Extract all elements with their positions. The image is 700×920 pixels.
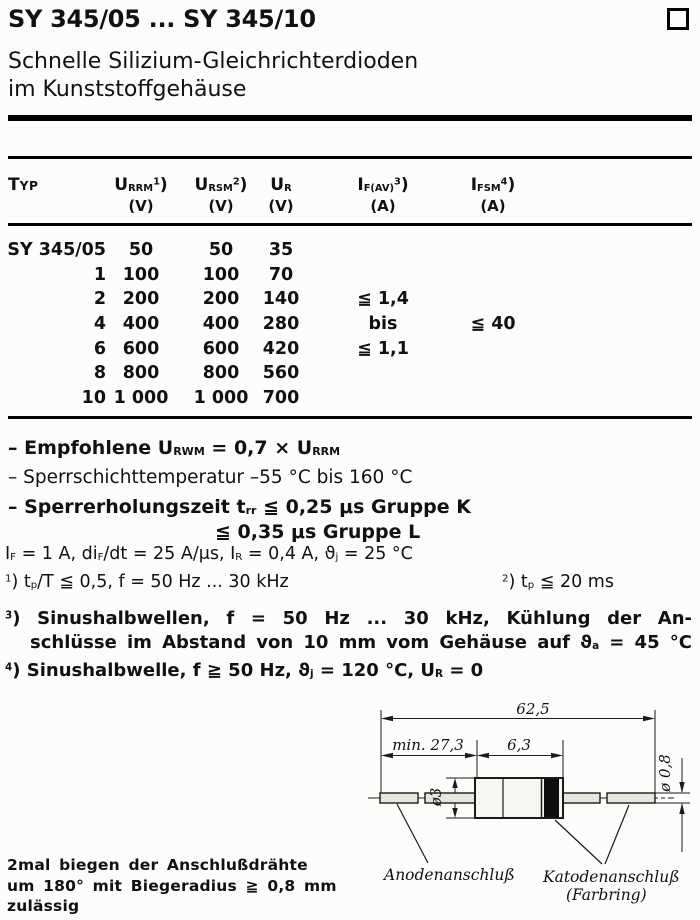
- ursm-value: 800: [202, 363, 240, 384]
- typ-value: 4: [93, 314, 106, 335]
- footnote-2: $^2$) tp ≦ 20 ms: [502, 572, 614, 592]
- table-row: [0, 263, 700, 288]
- footnote-4: $^4$) Sinushalbwelle, f ≧ 50 Hz, ϑj = 120 °C, UR = 0: [5, 660, 484, 681]
- ur-value: 140: [262, 289, 300, 310]
- cathode-leader-line: [555, 820, 602, 864]
- typ-value: 1: [93, 264, 106, 285]
- typ-value: 8: [93, 363, 106, 384]
- bend-note-line-2: um 180° mit Biegeradius ≧ 0,8 mm: [7, 876, 337, 895]
- lead-wire-right-inner: [563, 793, 600, 803]
- table-row: [0, 287, 700, 312]
- anode-terminal-label: Anodenanschluß: [384, 866, 515, 884]
- typ-value: 2: [93, 289, 106, 310]
- table-header-row: [0, 175, 700, 197]
- dimension-body-dia-label: ø3: [427, 787, 445, 807]
- urrm-value: 200: [122, 289, 160, 310]
- ur-value: 700: [262, 388, 300, 409]
- table-row: [0, 386, 700, 411]
- table-row: [0, 238, 700, 263]
- cathode-leader-line: [605, 805, 629, 864]
- unit-ifsm: (A): [480, 197, 506, 215]
- unit-ur: (V): [268, 197, 294, 215]
- anode-leader-line: [397, 804, 428, 863]
- arrowhead: [679, 803, 684, 814]
- typ-value: 10: [81, 388, 106, 409]
- footnote-3-line-2: schlüsse im Abstand von 10 mm vom Gehäuse auf ϑa = 45 °C: [30, 632, 692, 653]
- table-header-units-row: [0, 197, 700, 215]
- note-recommended-urwm: – Empfohlene URWM = 0,7 × URRM: [8, 437, 341, 459]
- arrowhead: [643, 716, 655, 721]
- col-header-ifsm: IFSM$^4$): [470, 175, 516, 195]
- page-subtitle: [8, 48, 418, 104]
- urrm-value: 50: [128, 240, 154, 260]
- ursm-value: 200: [202, 289, 240, 310]
- table-body: [0, 238, 700, 411]
- ifsm-value: ≦ 40: [470, 314, 516, 335]
- urrm-value: 400: [122, 314, 160, 335]
- dimension-body-label: 6,3: [507, 736, 531, 754]
- ursm-value: 400: [202, 314, 240, 335]
- ursm-value: 1 000: [193, 388, 249, 409]
- divider-thick: [8, 115, 692, 121]
- arrowhead: [551, 753, 563, 758]
- table-header-rule: [8, 223, 692, 226]
- dimension-overall-label: 62,5: [516, 700, 550, 718]
- footnote-1: $^1$) tp/T ≦ 0,5, f = 50 Hz ... 30 kHz: [5, 572, 289, 592]
- col-header-ifav: IF(AV)$^3$): [357, 175, 409, 195]
- col-header-typ: TYP: [8, 175, 39, 195]
- ur-value: 70: [268, 264, 294, 285]
- ifav-value: ≦ 1,1: [357, 338, 409, 359]
- bend-instruction-note: [7, 855, 337, 917]
- col-header-ur: UR: [270, 175, 292, 195]
- urrm-value: 800: [122, 363, 160, 384]
- arrowhead: [381, 753, 393, 758]
- urrm-value: 1 000: [113, 388, 169, 409]
- typ-value: SY 345/05: [7, 240, 106, 260]
- arrowhead: [465, 753, 477, 758]
- cathode-colorband-label: (Farbring): [566, 886, 647, 904]
- urrm-value: 100: [122, 264, 160, 285]
- dimension-lead-min-label: min. 27,3: [392, 736, 464, 754]
- test-conditions-line: IF = 1 A, diF/dt = 25 A/μs, IR = 0,4 A, ϑj = 25 °C: [5, 544, 413, 564]
- unit-ifav: (A): [370, 197, 396, 215]
- ursm-value: 600: [202, 338, 240, 359]
- cathode-band: [544, 779, 559, 817]
- note-recovery-time-group-k: – Sperrerholungszeit trr ≦ 0,25 μs Gruppe K: [8, 496, 471, 518]
- urrm-value: 600: [122, 338, 160, 359]
- corner-square-icon: [667, 8, 689, 30]
- lead-wire-right-outer: [607, 793, 655, 803]
- arrowhead: [452, 808, 457, 818]
- package-dimension-drawing: [340, 700, 700, 920]
- arrowhead: [679, 782, 684, 793]
- lead-wire-left-outer: [380, 793, 418, 803]
- subtitle-line-1: Schnelle Silizium-Gleichrichterdioden: [8, 49, 419, 74]
- table-row: [0, 312, 700, 337]
- arrowhead: [452, 778, 457, 788]
- table-row: [0, 361, 700, 386]
- arrowhead: [381, 716, 393, 721]
- ur-value: 280: [262, 314, 300, 335]
- table-row: [0, 337, 700, 362]
- unit-ursm: (V): [208, 197, 234, 215]
- bend-note-line-1: 2mal biegen der Anschlußdrähte: [7, 856, 308, 874]
- cathode-terminal-label: Katodenanschluß: [543, 868, 680, 886]
- col-header-urrm: URRM$^1$): [114, 175, 168, 195]
- arrowhead: [477, 753, 489, 758]
- dimension-lead-dia-label: ø 0,8: [656, 754, 674, 792]
- ursm-value: 100: [202, 264, 240, 285]
- note-junction-temperature: – Sperrschichttemperatur –55 °C bis 160 °C: [8, 467, 413, 488]
- ursm-value: 50: [208, 240, 234, 260]
- subtitle-line-2: im Kunststoffgehäuse: [8, 77, 247, 102]
- col-header-ursm: URSM$^2$): [194, 175, 248, 195]
- ur-value: 560: [262, 363, 300, 384]
- page-title: SY 345/05 ... SY 345/10: [8, 5, 316, 33]
- bend-note-line-3: zulässig: [7, 897, 80, 915]
- ur-value: 35: [268, 240, 294, 260]
- table-bottom-rule: [8, 416, 692, 419]
- typ-value: 6: [93, 338, 106, 359]
- ifav-value: ≦ 1,4: [357, 289, 409, 310]
- unit-urrm: (V): [128, 197, 154, 215]
- note-recovery-time-group-l: ≦ 0,35 μs Gruppe L: [215, 521, 421, 543]
- ur-value: 420: [262, 338, 300, 359]
- footnote-3-line-1: $^3$) Sinushalbwellen, f = 50 Hz ... 30 kHz, Kühlung der An-: [5, 608, 692, 629]
- table-top-rule: [8, 156, 692, 159]
- ifav-value: bis: [368, 314, 398, 335]
